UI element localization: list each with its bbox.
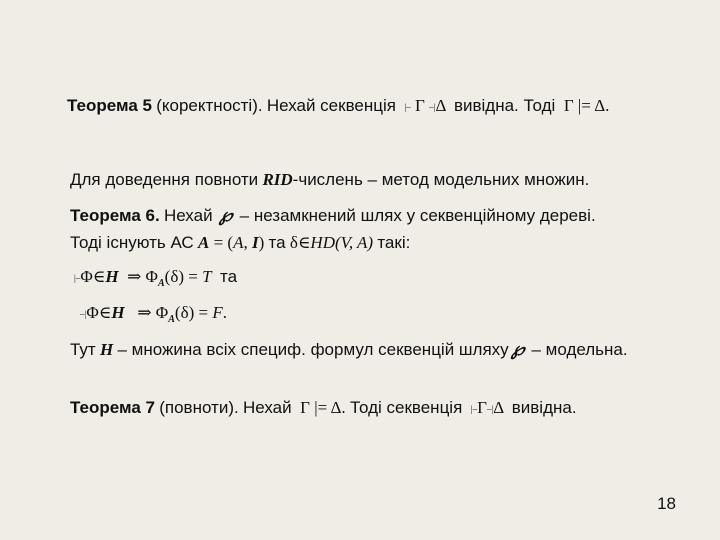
theorem5-conclusion: Γ |= Δ.: [563, 96, 610, 115]
gamma-symbol: Γ: [415, 96, 425, 115]
remark-text1: Тут: [70, 340, 96, 359]
remark-text2: – множина всіх специф. формул секвенцій шляху: [117, 340, 509, 359]
cond2-dot: .: [222, 303, 227, 322]
theorem6-text2: – незамкнений шлях у секвенційному дереві.: [239, 206, 596, 225]
theorem7-text1: Нехай: [242, 398, 292, 417]
theorem6-line2-text1: Тоді існують АС: [70, 233, 194, 252]
ta-1: та: [268, 233, 286, 252]
intro-text2: -числень – метод модельних множин.: [292, 170, 590, 189]
gamma-symbol: Γ: [477, 398, 487, 417]
turnstile-left: |–: [470, 404, 478, 414]
cond1-rest: (δ) =: [164, 267, 198, 286]
turnstile-right: –|: [429, 102, 436, 112]
remark-line: [70, 339, 628, 361]
theorem6-line1: [70, 205, 596, 227]
cond1-phi: Φ∈: [80, 267, 106, 286]
hd-symbol: HD: [310, 233, 335, 252]
intro-line: [70, 169, 589, 191]
as-eq: = (: [213, 233, 234, 252]
delta-symbol: Δ: [435, 96, 446, 115]
cond2-H: H: [111, 303, 125, 322]
theorem5-line: [67, 95, 609, 118]
cond2-val: F: [212, 303, 223, 322]
turnstile-left: |–: [404, 102, 411, 112]
condition2-line: [80, 302, 227, 331]
remark-H: H: [99, 340, 114, 359]
theorem5-title: Теорема 5: [67, 96, 152, 115]
delta-in: δ∈: [289, 233, 311, 252]
as-A2: A: [233, 233, 244, 252]
theorem7-text3: вивідна.: [511, 398, 577, 417]
theorem7-premise: Γ |= Δ.: [300, 398, 346, 417]
cond2-turnstile: –|: [80, 309, 87, 319]
turnstile-right: –|: [486, 404, 494, 414]
delta-symbol: Δ: [493, 398, 504, 417]
as-comma: ,: [243, 233, 248, 252]
intro-rid: RID: [262, 170, 293, 189]
theorem5-text2: вивідна. Тоді: [453, 96, 556, 115]
theorem6-text1: Нехай: [163, 206, 213, 225]
theorem7-text2: Тоді секвенція: [349, 398, 463, 417]
cond1-turnstile: |–: [74, 273, 81, 283]
cond2-subA: A: [168, 314, 175, 325]
theorem5-text1: Нехай секвенція: [266, 96, 396, 115]
hd-args: (V, A): [334, 233, 374, 252]
cond2-phi: Φ∈: [86, 303, 112, 322]
page-number: 18: [657, 494, 676, 513]
cond1-subA: A: [157, 278, 165, 289]
path-symbol-icon: ℘: [218, 205, 235, 226]
taki: такі:: [377, 233, 411, 252]
as-close: ): [258, 233, 265, 252]
theorem7-line: [70, 397, 577, 420]
cond1-ta: та: [220, 267, 238, 286]
path-symbol-icon: ℘: [509, 339, 527, 360]
cond2-impl: ⇒ Φ: [137, 303, 169, 322]
remark-text3: – модельна.: [531, 340, 628, 359]
as-A: A: [197, 233, 210, 252]
theorem7-name: (повноти).: [159, 398, 239, 417]
theorem6-title: Теорема 6.: [70, 206, 160, 225]
cond1-val: T: [202, 267, 212, 286]
cond1-impl: ⇒ Φ: [127, 267, 158, 286]
theorem6-line2: [70, 232, 410, 254]
theorem5-name: (коректності).: [156, 96, 263, 115]
intro-text1: Для доведення повноти: [70, 170, 259, 189]
cond1-H: H: [105, 267, 119, 286]
as-I: I: [251, 233, 259, 252]
theorem7-title: Теорема 7: [70, 398, 155, 417]
condition1-line: [74, 266, 237, 295]
cond2-rest: (δ) =: [174, 303, 209, 322]
